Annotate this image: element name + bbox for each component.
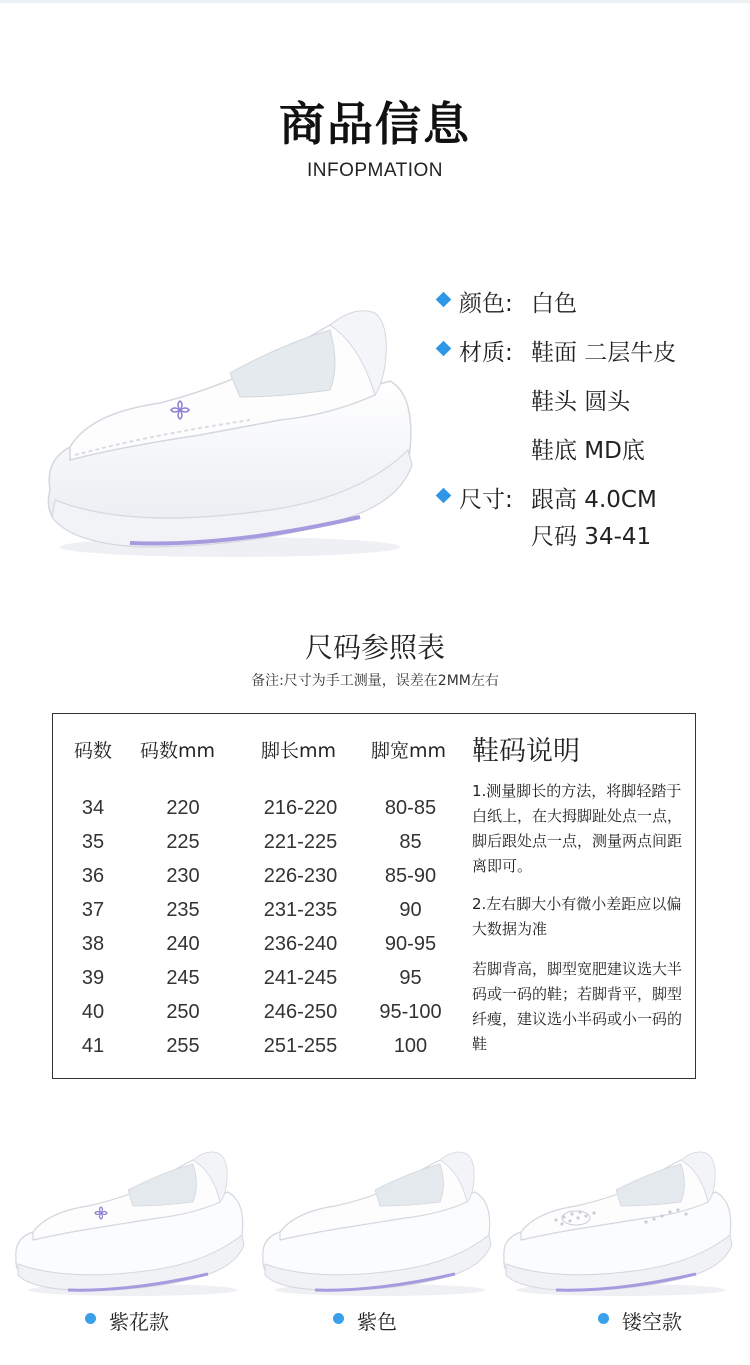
material-upper: 鞋面 二层牛皮 — [531, 340, 677, 366]
header-foot-length: 脚长mm — [261, 740, 337, 762]
cell-foot-length: 241-245 — [263, 967, 338, 989]
cell-size-mm: 250 — [166, 1001, 200, 1023]
diamond-icon — [436, 341, 452, 357]
size-chart-table — [52, 713, 696, 1079]
cell-foot-length: 221-225 — [263, 831, 338, 853]
size-note-1: 1.测量脚长的方法，将脚轻踏于白纸上，在大拇脚趾处点一点，脚后跟处点一点，测量两点间距离即可。 — [472, 782, 683, 875]
cell-size-mm: 245 — [166, 967, 200, 989]
cell-foot-width: 85-90 — [384, 865, 437, 887]
cell-foot-width: 100 — [393, 1035, 428, 1057]
size-note-2: 2.左右脚大小有微小差距应以偏大数据为准 — [472, 895, 682, 938]
size-notes-title: 鞋码说明 — [472, 736, 580, 767]
dot-icon — [598, 1313, 609, 1324]
variant-label-text: 紫色 — [357, 1310, 397, 1334]
header-foot-width: 脚宽mm — [371, 740, 447, 762]
dot-icon — [333, 1313, 344, 1324]
cell-foot-length: 251-255 — [263, 1035, 338, 1057]
cell-size: 37 — [81, 899, 105, 921]
cell-size-mm: 235 — [166, 899, 200, 921]
size-note-3: 若脚背高，脚型宽肥建议选大半码或一码的鞋；若脚背平，脚型纤瘦，建议选小半码或小一码的鞋 — [472, 960, 683, 1053]
header-size-mm: 码数mm — [140, 740, 216, 762]
cell-foot-width: 80-85 — [384, 797, 437, 819]
size-chart-title: 尺码参照表 — [304, 631, 445, 664]
cell-size-mm: 220 — [166, 797, 200, 819]
variant-shoe-hollow — [496, 1140, 736, 1300]
size-chart-note: 备注:尺寸为手工测量，误差在2MM左右 — [251, 673, 499, 689]
cell-foot-length: 246-250 — [263, 1001, 338, 1023]
cell-size: 38 — [81, 933, 105, 955]
variant-label-text: 镂空款 — [622, 1310, 682, 1334]
page-title: 商品信息 — [279, 97, 471, 151]
cell-size-mm: 240 — [166, 933, 200, 955]
variant-label-purple — [333, 1306, 397, 1335]
cell-size-mm: 230 — [166, 865, 200, 887]
diamond-icon — [436, 488, 452, 504]
size-range: 尺码 34-41 — [531, 524, 652, 550]
top-divider — [0, 0, 750, 3]
cell-foot-width: 90-95 — [384, 933, 437, 955]
cell-size: 41 — [81, 1035, 105, 1057]
cell-size: 35 — [81, 831, 105, 853]
variant-label-purple-flower — [85, 1306, 169, 1335]
cell-foot-length: 226-230 — [263, 865, 338, 887]
diamond-icon — [436, 292, 452, 308]
material-toe: 鞋头 圆头 — [531, 389, 631, 415]
material-sole: 鞋底 MD底 — [531, 438, 645, 464]
cell-foot-length: 231-235 — [263, 899, 338, 921]
color-label: 颜色: — [459, 291, 513, 317]
cell-foot-width: 85 — [399, 831, 422, 853]
cell-foot-length: 236-240 — [263, 933, 338, 955]
variant-shoe-purple — [255, 1140, 495, 1300]
cell-foot-width: 90 — [399, 899, 422, 921]
cell-size: 40 — [81, 1001, 105, 1023]
dot-icon — [85, 1313, 96, 1324]
cell-foot-width: 95 — [399, 967, 422, 989]
cell-size-mm: 255 — [166, 1035, 200, 1057]
cell-size: 39 — [81, 967, 105, 989]
variant-label-text: 紫花款 — [109, 1310, 169, 1334]
cell-size-mm: 225 — [166, 831, 200, 853]
cell-foot-width: 95-100 — [379, 1001, 442, 1023]
material-label: 材质: — [459, 340, 513, 366]
cell-size: 34 — [81, 797, 105, 819]
cell-size: 36 — [81, 865, 105, 887]
cell-foot-length: 216-220 — [263, 797, 338, 819]
hero-shoe-image — [30, 285, 420, 570]
color-value: 白色 — [531, 291, 577, 317]
variant-shoe-purple-flower — [8, 1140, 248, 1300]
size-label: 尺寸: — [459, 487, 513, 513]
variant-label-hollow — [598, 1306, 682, 1335]
header-size: 码数 — [73, 740, 112, 762]
page-subtitle: INFOPMATION — [306, 160, 444, 181]
heel-height: 跟高 4.0CM — [531, 487, 657, 513]
